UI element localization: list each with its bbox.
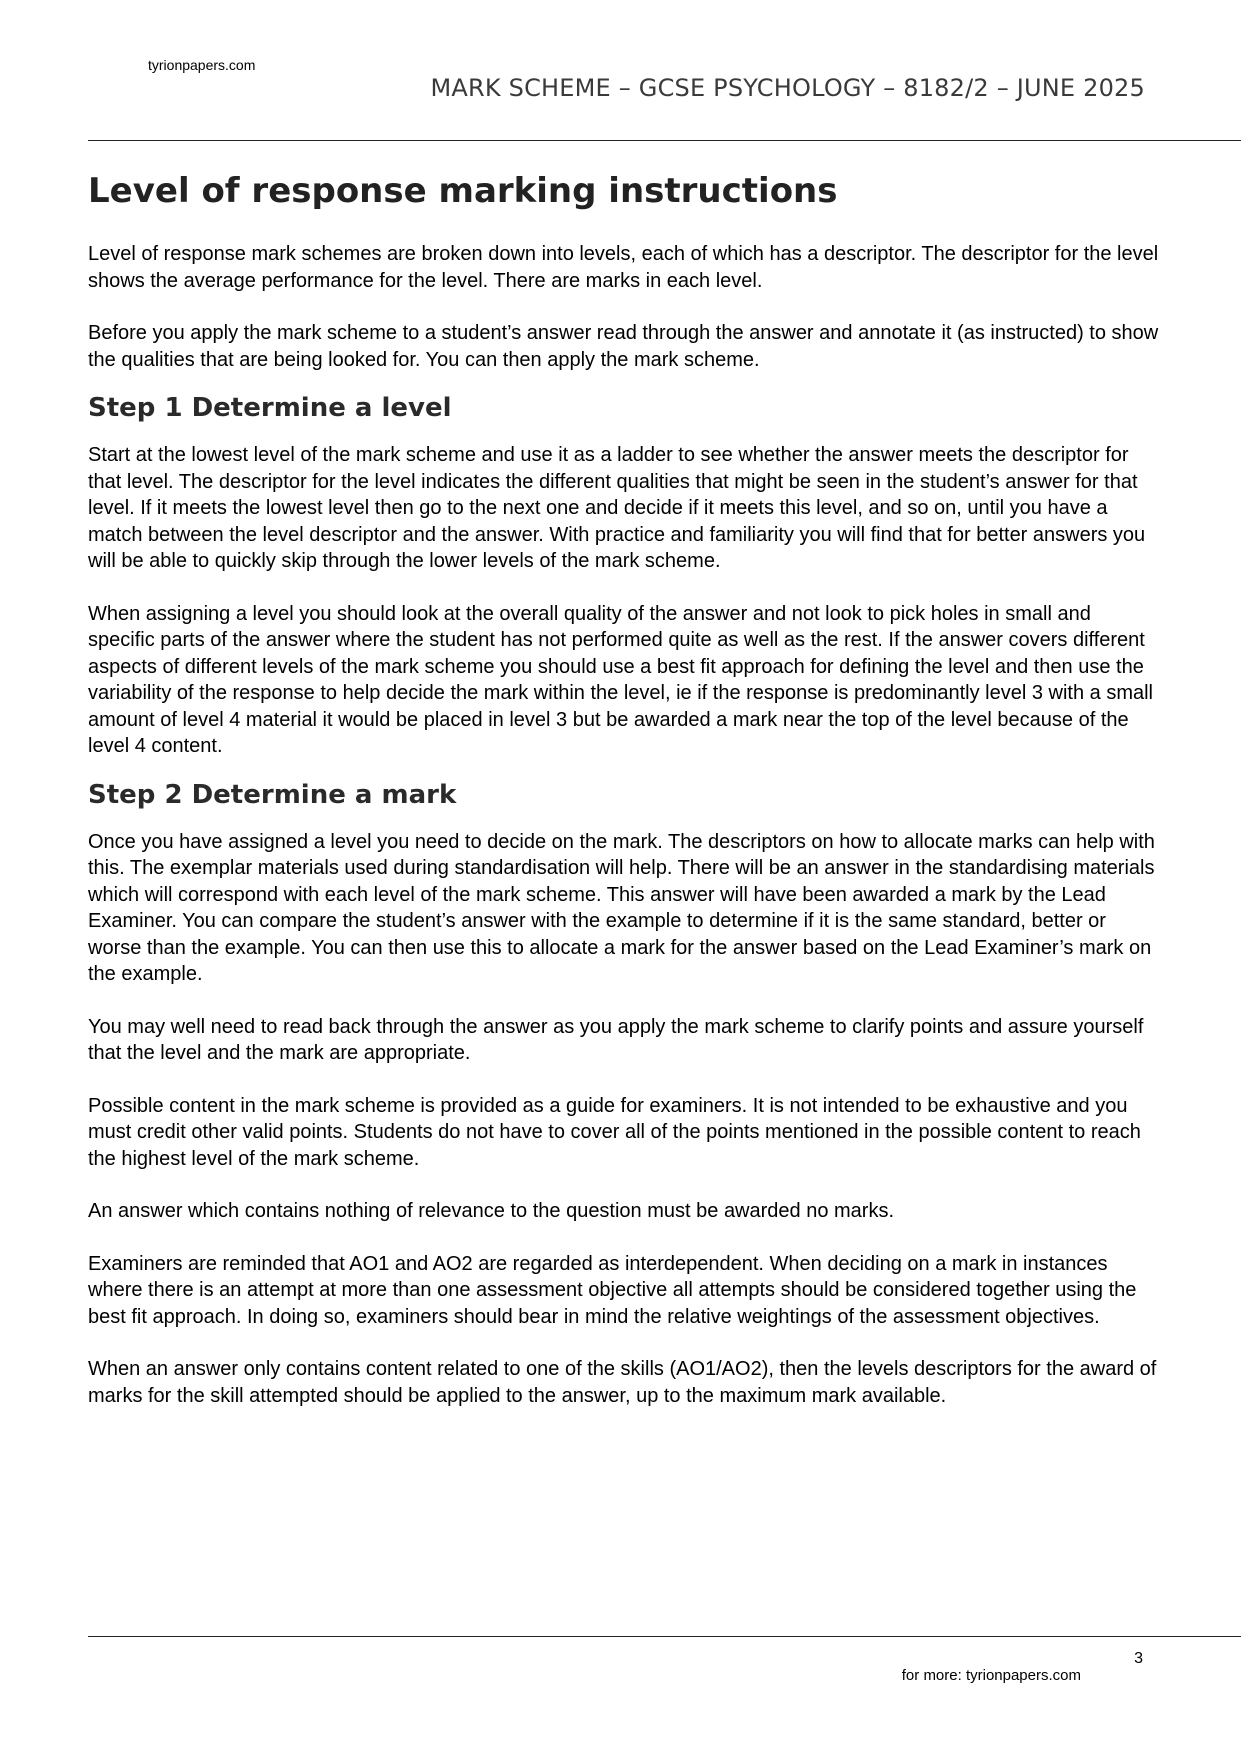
- intro-paragraph: Before you apply the mark scheme to a student’s answer read through the answer and annotate it (as instructed) to show the qualities that are being looked for. You can then apply the mark scheme.: [88, 322, 1159, 371]
- page-number: 3: [1134, 1650, 1143, 1667]
- header-title: MARK SCHEME – GCSE PSYCHOLOGY – 8182/2 – JUNE 2025: [430, 74, 1145, 102]
- watermark-bottom: for more: tyrionpapers.com: [901, 1667, 1081, 1684]
- step2-paragraph: You may well need to read back through the answer as you apply the mark scheme to clarify points and assure yourself that the level and the mark are appropriate.: [88, 1015, 1144, 1065]
- step1-heading: Step 1 Determine a level: [88, 393, 452, 424]
- step2-paragraph: Possible content in the mark scheme is provided as a guide for examiners. It is not intended to be exhaustive and you must credit other valid points. Students do not have to cover all of the points mentioned in the possible content to reach the highest level of the mark scheme.: [88, 1094, 1141, 1170]
- watermark-top: tyrionpapers.com: [148, 57, 256, 73]
- step2-heading: Step 2 Determine a mark: [88, 779, 457, 810]
- step1-paragraph: When assigning a level you should look at the overall quality of the answer and not look to pick holes in small and specific parts of the answer where the student has not performed quite as well as the rest. If the answer covers different aspects of different levels of the mark scheme you should use a best fit approach for defining the level and then use the variability of the response to help decide the mark within the level, ie if the response is predominantly level 3 with a small amount of level 4 material it would be placed in level 3 but be awarded a mark near the top of the level because of the level 4 content.: [88, 602, 1153, 758]
- step1-paragraph: Start at the lowest level of the mark scheme and use it as a ladder to see whether the answer meets the descriptor for that level. The descriptor for the level indicates the different qualities that might be seen in the student’s answer for that level. If it meets the lowest level then go to the next one and decide if it meets this level, and so on, until you have a match between the level descriptor and the answer. With practice and familiarity you will find that for better answers you will be able to quickly skip through the lower levels of the mark scheme.: [88, 444, 1146, 573]
- footer-divider: [88, 1636, 1241, 1637]
- page-title: Level of response marking instructions: [88, 171, 838, 211]
- step2-paragraph: When an answer only contains content related to one of the skills (AO1/AO2), then the levels descriptors for the award of marks for the skill attempted should be applied to the answer, up to the maximum mark available.: [88, 1358, 1157, 1407]
- page-content: [88, 172, 1163, 1435]
- intro-paragraph: Level of response mark schemes are broken down into levels, each of which has a descriptor. The descriptor for the level shows the average performance for the level. There are marks in each level.: [88, 243, 1159, 292]
- header-divider: [88, 140, 1241, 141]
- step2-paragraph: An answer which contains nothing of relevance to the question must be awarded no marks.: [88, 1200, 895, 1223]
- step2-paragraph: Examiners are reminded that AO1 and AO2 are regarded as interdependent. When deciding on a mark in instances where there is an attempt at more than one assessment objective all attempts should be considered together using the best fit approach. In doing so, examiners should bear in mind the relative weightings of the assessment objectives.: [88, 1252, 1137, 1328]
- step2-paragraph: Once you have assigned a level you need to decide on the mark. The descriptors on how to allocate marks can help with this. The exemplar materials used during standardisation will help. There will be an answer in the standardising materials which will correspond with each level of the mark scheme. This answer will have been awarded a mark by the Lead Examiner. You can compare the student’s answer with the example to determine if it is the same standard, better or worse than the example. You can then use this to allocate a mark for the answer based on the Lead Examiner’s mark on the example.: [88, 830, 1155, 986]
